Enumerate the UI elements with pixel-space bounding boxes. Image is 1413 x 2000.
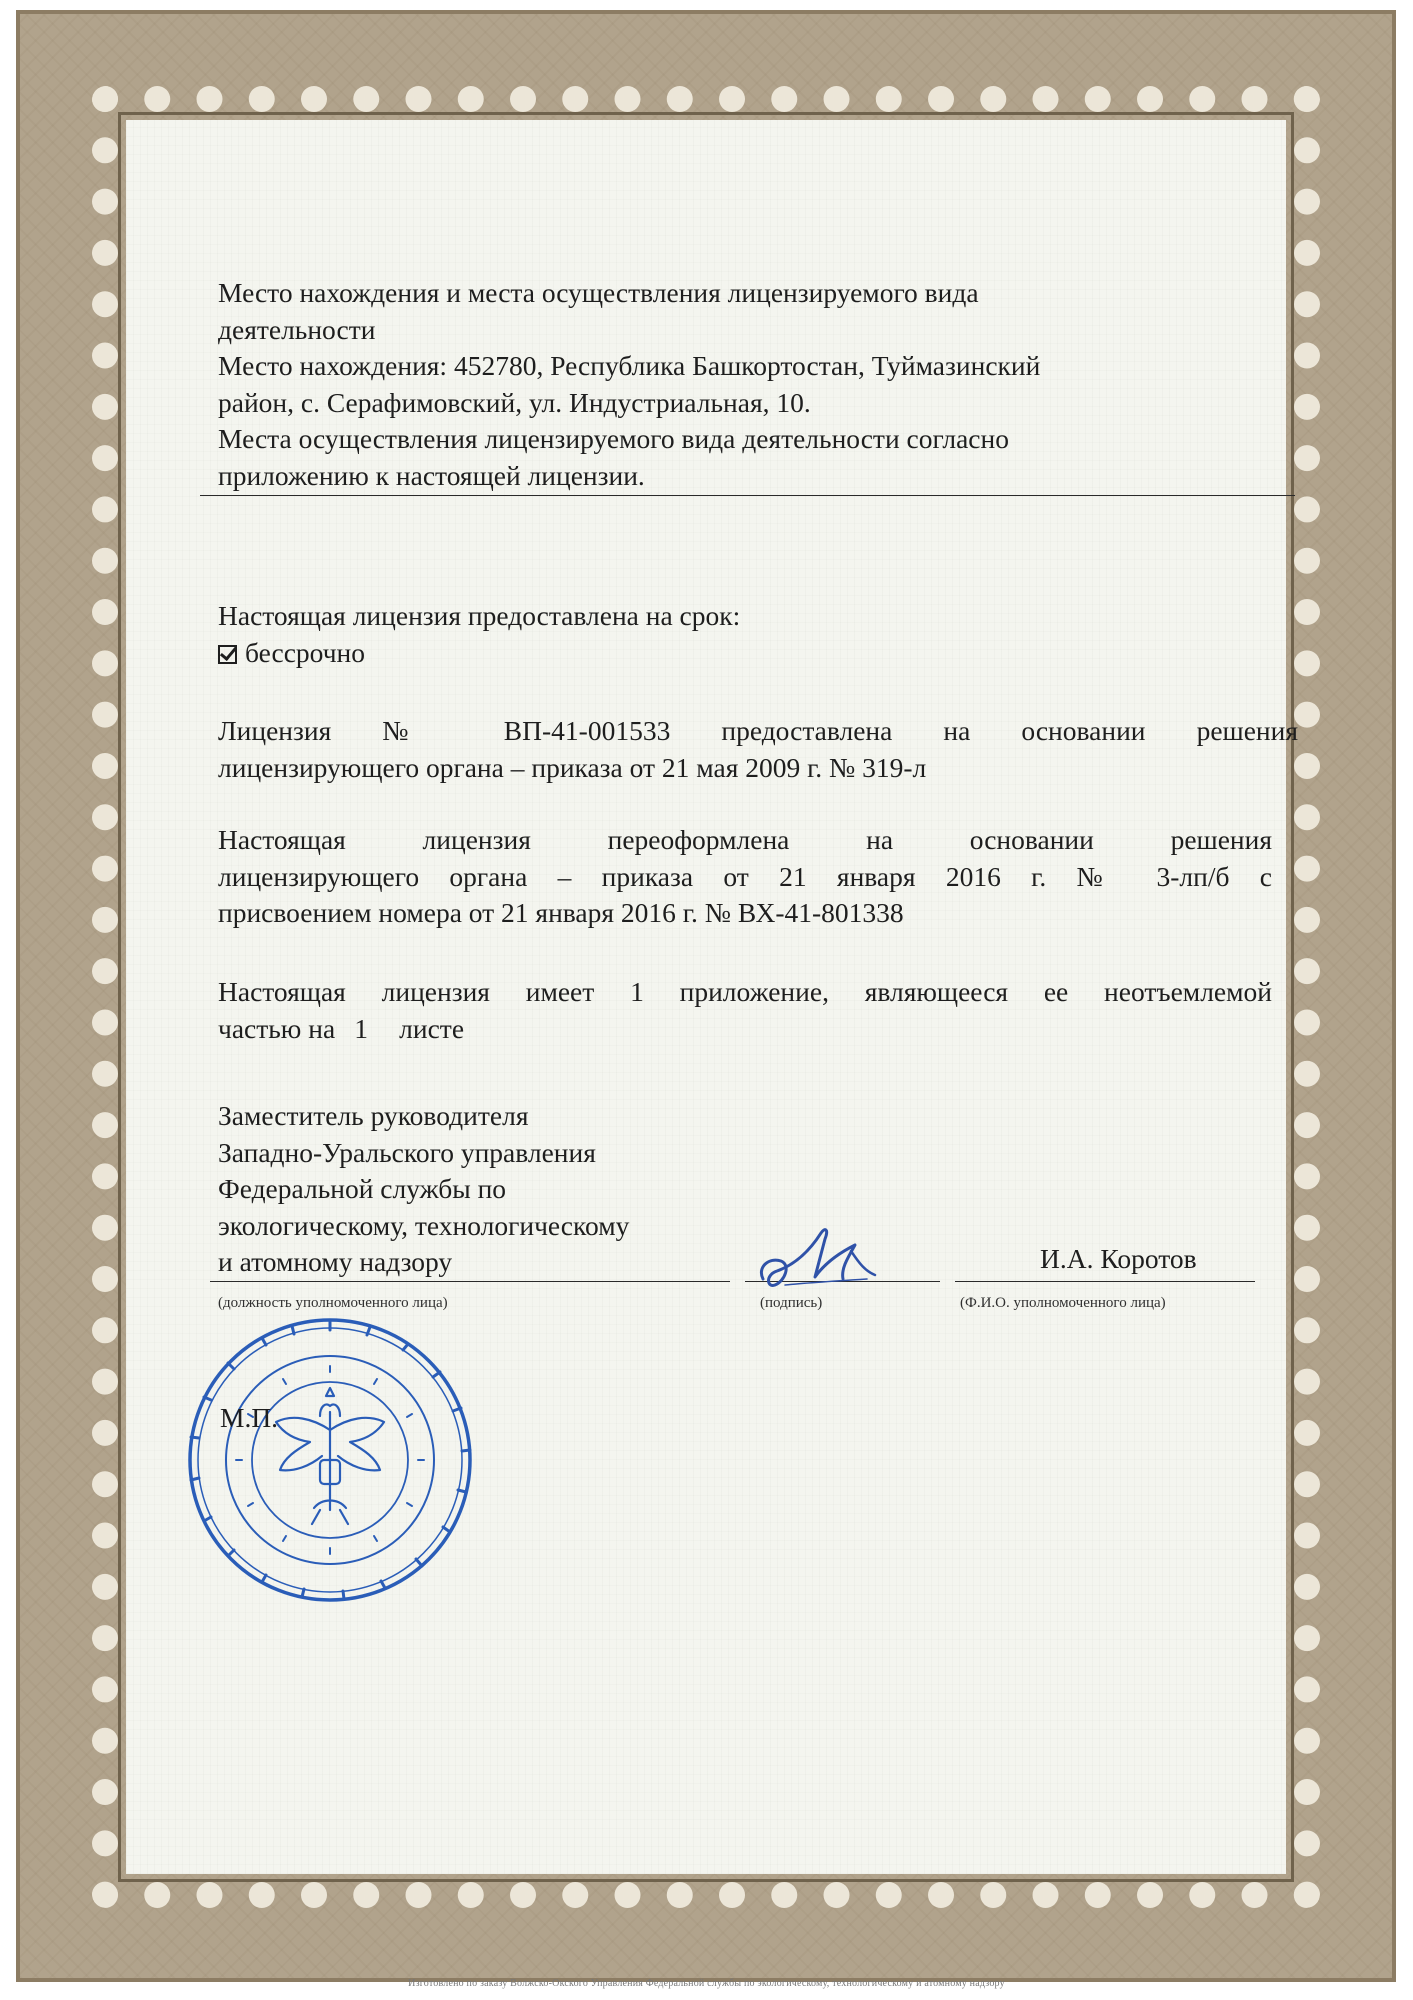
appendix-line1: Настоящая лицензия имеет 1 приложение, являющееся ее неотъемлемой bbox=[218, 976, 1272, 1007]
appendix-prefix: частью на bbox=[218, 1012, 336, 1044]
grant-line1: Лицензия № ВП-41-001533 предоставлена на основании решения bbox=[218, 715, 1298, 746]
grant-section bbox=[218, 713, 1298, 786]
signatory-position-line2: Западно-Уральского управления bbox=[218, 1136, 596, 1168]
appendix-section bbox=[218, 974, 1272, 1047]
position-underline bbox=[210, 1281, 730, 1282]
location-address-line2: район, с. Серафимовский, ул. Индустриальная, 10. bbox=[218, 386, 811, 418]
term-section bbox=[218, 598, 1218, 671]
reissue-section bbox=[218, 822, 1272, 932]
appendix-line2 bbox=[218, 1011, 1272, 1048]
handwritten-signature bbox=[755, 1215, 885, 1295]
caption-signature: (подпись) bbox=[760, 1295, 823, 1311]
location-address-line1: Место нахождения: 452780, Республика Башкортостан, Туймазинский bbox=[218, 350, 1041, 381]
signatory-position-line5: и атомному надзору bbox=[218, 1246, 453, 1277]
location-places-line2: приложению к настоящей лицензии. bbox=[218, 459, 645, 491]
appendix-suffix: листе bbox=[399, 1012, 465, 1044]
term-option-label: бессрочно bbox=[245, 636, 366, 668]
signatory-position-line1: Заместитель руководителя bbox=[218, 1100, 529, 1131]
caption-name: (Ф.И.О. уполномоченного лица) bbox=[960, 1295, 1166, 1311]
name-underline bbox=[955, 1281, 1255, 1282]
signatory-position-line3: Федеральной службы по bbox=[218, 1173, 507, 1204]
grant-line2: лицензирующего органа – приказа от 21 мая 2009 г. № 319-л bbox=[218, 751, 927, 783]
reissue-line2: лицензирующего органа – приказа от 21 января 2016 г. № 3-лп/б с bbox=[218, 860, 1272, 892]
term-label: Настоящая лицензия предоставлена на срок: bbox=[218, 600, 741, 631]
signatory-position-line4: экологическому, технологическому bbox=[218, 1209, 630, 1241]
location-heading-line2: деятельности bbox=[218, 313, 376, 345]
location-section bbox=[218, 275, 1218, 494]
caption-position: (должность уполномоченного лица) bbox=[218, 1295, 448, 1311]
official-seal-stamp bbox=[180, 1310, 480, 1610]
location-places-line1: Места осуществления лицензируемого вида деятельности согласно bbox=[218, 423, 1009, 454]
footer-note: Изготовлено по заказу Волжско-Окского Управления Федеральной службы по экологическому, технологическому и атомному надзору bbox=[408, 1978, 1005, 1989]
term-option bbox=[218, 635, 1218, 672]
reissue-line3: присвоением номера от 21 января 2016 г. № ВХ-41-801338 bbox=[218, 897, 904, 928]
signatory-name: И.А. Коротов bbox=[1040, 1243, 1197, 1274]
checkbox-checked-icon bbox=[218, 645, 237, 664]
signatory-position bbox=[218, 1098, 778, 1281]
reissue-line1: Настоящая лицензия переоформлена на основании решения bbox=[218, 824, 1272, 855]
appendix-sheet-count: 1 bbox=[354, 1012, 369, 1044]
location-heading-line1: Место нахождения и места осуществления лицензируемого вида bbox=[218, 277, 979, 308]
location-underline bbox=[200, 495, 1295, 496]
seal-placeholder-label: М.П. bbox=[220, 1402, 279, 1433]
